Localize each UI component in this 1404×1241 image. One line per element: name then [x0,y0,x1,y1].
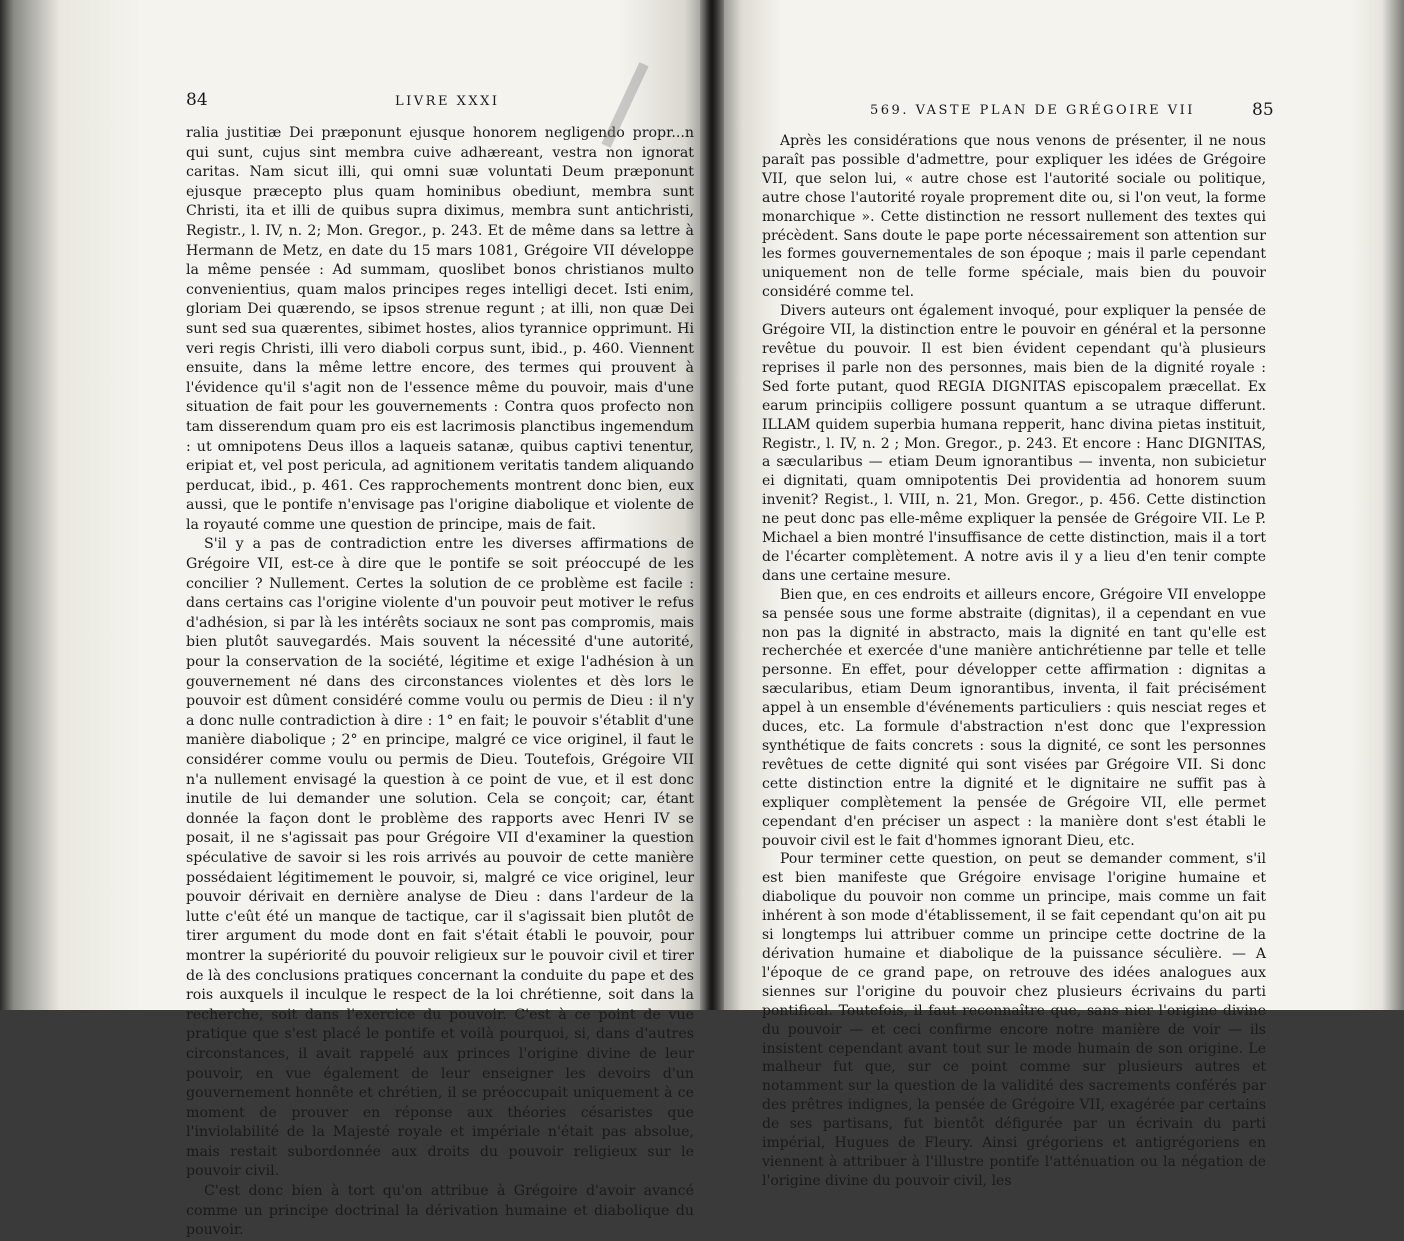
running-head-right: 569. VASTE PLAN DE GRÉGOIRE VII [870,103,1195,118]
left-page-body [186,124,694,1241]
paragraph: Bien que, en ces endroits et ailleurs encore, Grégoire VII enveloppe sa pensée sous une forme abstraite (dignitas), il a cependant en vue non pas la dignité in abstracto, mais la dignité en tant qu'elle est recherchée et exercée d'une manière antichrétienne par telle et telle personne. En effet, pour développer cette affirmation : dignitas a sæcularibus, etiam Deum ignorantibus, inventa, il fait précisément appel à un ensemble d'événements particuliers : quis nesciat reges et duces, etc. La formule d'abstraction n'est donc que l'expression synthétique de faits concrets : sous la dignité, ce sont les personnes revêtues de cette dignité qui sont visées par Grégoire VII. Si donc cette distinction entre la dignité et le dignitaire ne suffit pas à expliquer complètement la pensée de Grégoire VII, elle permet cependant d'en préciser un aspect : la manière dont s'est établi le pouvoir civil est le fait d'hommes ignorant Dieu, etc. [762,586,1266,849]
paragraph: ralia justitiæ Dei præponunt ejusque honorem negligendo propr...n qui sunt, cujus sint membra cuive adhæreant, vestra non ignorat caritas. Nam sicut illi, qui omni suæ voluntati Deum præponunt ejusque præcepto plus quam hominibus obediunt, membra sunt Christi, ita et illi de quibus supra diximus, membra sunt antichristi, Registr., l. IV, n. 2; Mon. Gregor., p. 243. Et de même dans sa lettre à Hermann de Metz, en date du 15 mars 1081, Grégoire VII développe la même pensée : Ad summam, quoslibet bonos christianos multo convenientius, quam malos principes reges intelligi decet. Isti enim, gloriam Dei quærendo, se ipsos strenue regunt ; at illi, non quæ Dei sunt sed sua quærentes, sibimet hostes, alios tyrannice opprimunt. Hi veri regis Christi, illi vero diaboli corpus sunt, ibid., p. 460. Viennent ensuite, dans la même lettre encore, des termes qui prouvent à l'évidence qu'il s'agit non de l'essence même du pouvoir, mais d'une situation de fait pour les gouvernements : Contra quos profecto non tam disserendum quam pro eis est lacrimosis planctibus ingemendum : ut omnipotens Deus illos a laqueis satanæ, quibus captivi tenentur, eripiat et, vel post pericula, ad agnitionem veritatis tandem aliquando perducat, ibid., p. 461. Ces rapprochements montrent donc bien, eux aussi, que le pontife n'envisage pas l'origine diabolique et violente de la royauté comme une question de principe, mais de fait. [186,125,694,533]
page-number-left: 84 [186,90,208,110]
page-number-right: 85 [1252,100,1274,120]
right-page [712,0,1404,1189]
paragraph: Divers auteurs ont également invoqué, pour expliquer la pensée de Grégoire VII, la distinction entre le pouvoir en général et la personne revêtue du pouvoir. Il est bien évident cependant qu'à plusieurs reprises il parle non des personnes, mais bien de la dignité royale : Sed forte putant, quod REGIA DIGNITAS episcopalem præcellat. Ex earum principiis colligere possunt quantum a se utraque differunt. ILLAM quidem superbia humana repperit, hanc divina pietas instituit, Registr., l. IV, n. 2 ; Mon. Gregor., p. 243. Et encore : Hanc DIGNITAS, a sæcularibus — etiam Deum ignorantibus — inventa, non subicietur ei dignitati, quam omnipotentis Dei providentia ad honorem suum invenit? Regist., l. VIII, n. 21, Mon. Gregor., p. 456. Cette distinction ne peut donc pas elle-même expliquer la pensée de Grégoire VII. Le P. Michael a bien montré l'insuffisance de cette distinction, mais il a tort de l'écarter complètement. A notre avis il y a lieu d'en tenir compte dans une certaine mesure. [762,303,1266,584]
paragraph: S'il y a pas de contradiction entre les diverses affirmations de Grégoire VII, est-ce à dire que le pontife se soit préoccupé de les concilier ? Nullement. Certes la solution de ce problème est facile : dans certains cas l'origine violente d'un pouvoir peut motiver le refus d'adhésion, si par là les intérêts sociaux ne sont pas compromis, mais bien plutôt sauvegardés. Mais souvent la nécessité d'une autorité, pour la conservation de la société, légitime et exige l'adhésion à un gouvernement né dans des circonstances violentes et dès lors le pouvoir est dûment considéré comme voulu ou permis de Dieu : il n'y a donc nulle contradiction à dire : 1° en fait; le pouvoir s'établit d'une manière diabolique ; 2° en principe, malgré ce vice originel, il faut le considérer comme voulu ou permis de Dieu. Toutefois, Grégoire VII n'a nullement envisagé la question à ce point de vue, et il est donc inutile de lui demander une solution. Cela se conçoit; car, étant donnée la façon dont le problème des rapports avec Henri IV se posait, il ne s'agissait pas pour Grégoire VII d'examiner la question spéculative de savoir si les rois arrivés au pouvoir de cette manière possédaient légitimement le pouvoir, si, malgré ce vice originel, leur pouvoir dérivait en dernière analyse de Dieu : dans l'ardeur de la lutte c'eût été un manque de tactique, car il s'agissait bien plutôt de tirer argument du mode dont en fait s'était établi le pouvoir, pour montrer la supériorité du pouvoir religieux sur le pouvoir civil et tirer de là des conclusions pratiques concernant la conduite du pape et des rois auxquels il inculque le respect de la loi chrétienne, soit dans la recherche, soit dans l'exercice du pouvoir. C'est à ce point de vue pratique que s'est placé le pontife et voilà pourquoi, si, dans d'autres circonstances, il avait rappelé aux princes l'origine divine de leur pouvoir, en vue également de leur enseigner les devoirs d'un gouvernement honnête et chrétien, il se préoccupait uniquement à ce moment de prouver en réponse aux théories césaristes que l'inviolabilité de la Majesté royale et impériale n'était pas absolue, mais restait subordonnée aux droits du pouvoir religieux sur le pouvoir civil. [186,536,694,1180]
right-page-body [762,132,1266,1191]
book-gutter [700,0,724,1010]
paragraph: Après les considérations que nous venons de présenter, il ne nous paraît pas possible d'admettre, pour expliquer les idées de Grégoire VII, que selon lui, « autre chose est l'autorité sociale ou politique, autre chose l'autorité royale proprement dite ou, si l'on veut, la forme monarchique ». Cette distinction ne ressort nullement des textes qui précèdent. Sans doute le pape porte nécessairement son attention sur les formes gouvernementales de son époque ; mais il parle cependant uniquement non de telle forme spéciale, mais bien du pouvoir considéré comme tel. [762,133,1266,301]
paragraph: C'est donc bien à tort qu'on attribue à Grégoire d'avoir avancé comme un principe doctrinal la dérivation humaine et diabolique du pouvoir. [186,1183,694,1239]
running-head-left: LIVRE XXXI [395,94,500,109]
paragraph: Pour terminer cette question, on peut se demander comment, s'il est bien manifeste que Grégoire envisage l'origine humaine et diabolique du pouvoir non comme un principe, mais comme un fait inhérent à son mode d'établissement, il se fait cependant qu'on ait pu si longtemps lui attribuer comme un principe cette doctrine de la dérivation humaine et diabolique de la puissance séculière. — A l'époque de ce grand pape, on retrouve des idées analogues aux siennes sur l'origine du pouvoir chez plusieurs écrivains du parti pontifical. Toutefois, il faut reconnaître que, sans nier l'origine divine du pouvoir — et ceci confirme encore notre manière de voir — ils insistent cependant avant tout sur le mode humain de son origine. Le malheur fut que, sur ce point comme sur plusieurs autres et notamment sur la question de la validité des sacrements conférés par des prêtres indignes, la pensée de Grégoire VII, exagérée par certains de ses partisans, fut bientôt défigurée par un écrivain du parti impérial, Hugues de Fleury. Ainsi grégoriens et antigrégoriens en viennent à attribuer à l'illustre pontife l'atténuation ou la négation de l'origine divine du pouvoir civil, les [762,851,1266,1189]
